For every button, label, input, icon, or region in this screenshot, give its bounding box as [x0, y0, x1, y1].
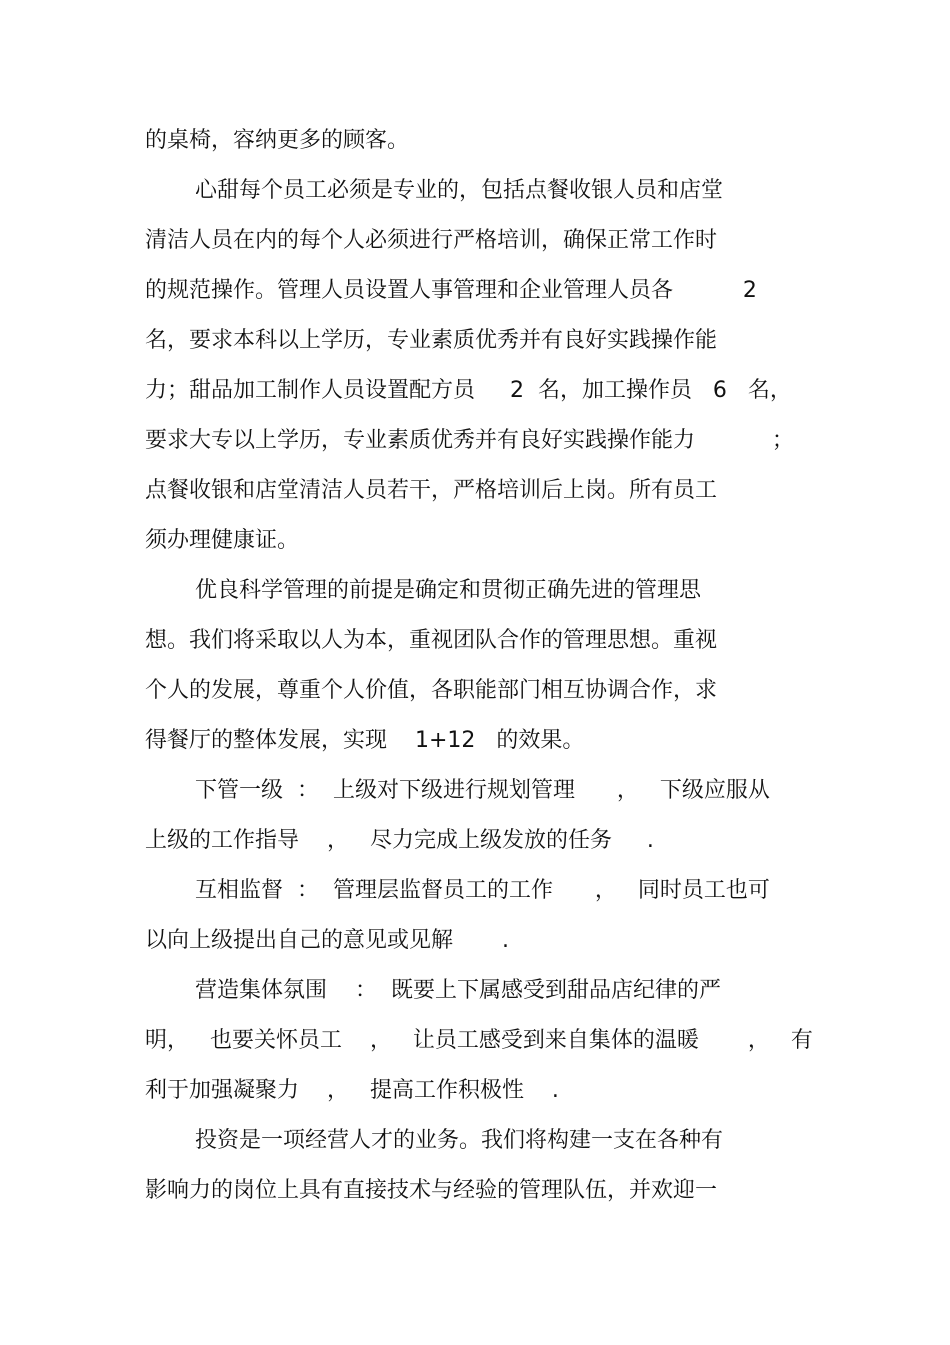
text-line: 利于加强凝聚力 ， 提高工作积极性 .: [145, 1078, 559, 1103]
text-line: 心甜每个员工必须是专业的，包括点餐收银人员和店堂: [195, 178, 724, 203]
text-line: 想。我们将采取以人为本，重视团队合作的管理思想。重视: [145, 628, 718, 653]
text-line: 力；甜品加工制作人员设置配方员 2 名，加工操作员 6 名，: [145, 378, 792, 403]
text-line: 清洁人员在内的每个人必须进行严格培训，确保正常工作时: [145, 228, 718, 253]
text-line: 点餐收银和店堂清洁人员若干，严格培训后上岗。所有员工: [145, 478, 718, 503]
text-line: 的规范操作。管理人员设置人事管理和企业管理人员各 2: [145, 278, 757, 303]
text-line: 明， 也要关怀员工 ， 让员工感受到来自集体的温暖 ， 有: [145, 1028, 813, 1053]
text-line: 投资是一项经营人才的业务。我们将构建一支在各种有: [195, 1128, 724, 1153]
text-line: 个人的发展，尊重个人价值，各职能部门相互协调合作，求: [145, 678, 718, 703]
text-line: 要求大专以上学历，专业素质优秀并有良好实践操作能力 ；: [145, 428, 794, 453]
text-line: 营造集体氛围 ： 既要上下属感受到甜品店纪律的严: [195, 978, 721, 1003]
text-line: 得餐厅的整体发展，实现 1+12 的效果。: [145, 728, 585, 753]
text-line: 上级的工作指导 ， 尽力完成上级发放的任务 .: [145, 828, 654, 853]
text-line: 互相监督 ： 管理层监督员工的工作 ， 同时员工也可: [195, 878, 770, 903]
text-line: 的桌椅，容纳更多的顾客。: [145, 128, 410, 153]
text-line: 影响力的岗位上具有直接技术与经验的管理队伍，并欢迎一: [145, 1178, 718, 1203]
text-line: 须办理健康证。: [145, 528, 300, 553]
text-line: 下管一级 ： 上级对下级进行规划管理 ， 下级应服从: [195, 778, 770, 803]
text-line: 名，要求本科以上学历，专业素质优秀并有良好实践操作能: [145, 328, 718, 353]
text-line: 以向上级提出自己的意见或见解 .: [145, 928, 509, 953]
text-line: 优良科学管理的前提是确定和贯彻正确先进的管理思: [195, 578, 702, 603]
